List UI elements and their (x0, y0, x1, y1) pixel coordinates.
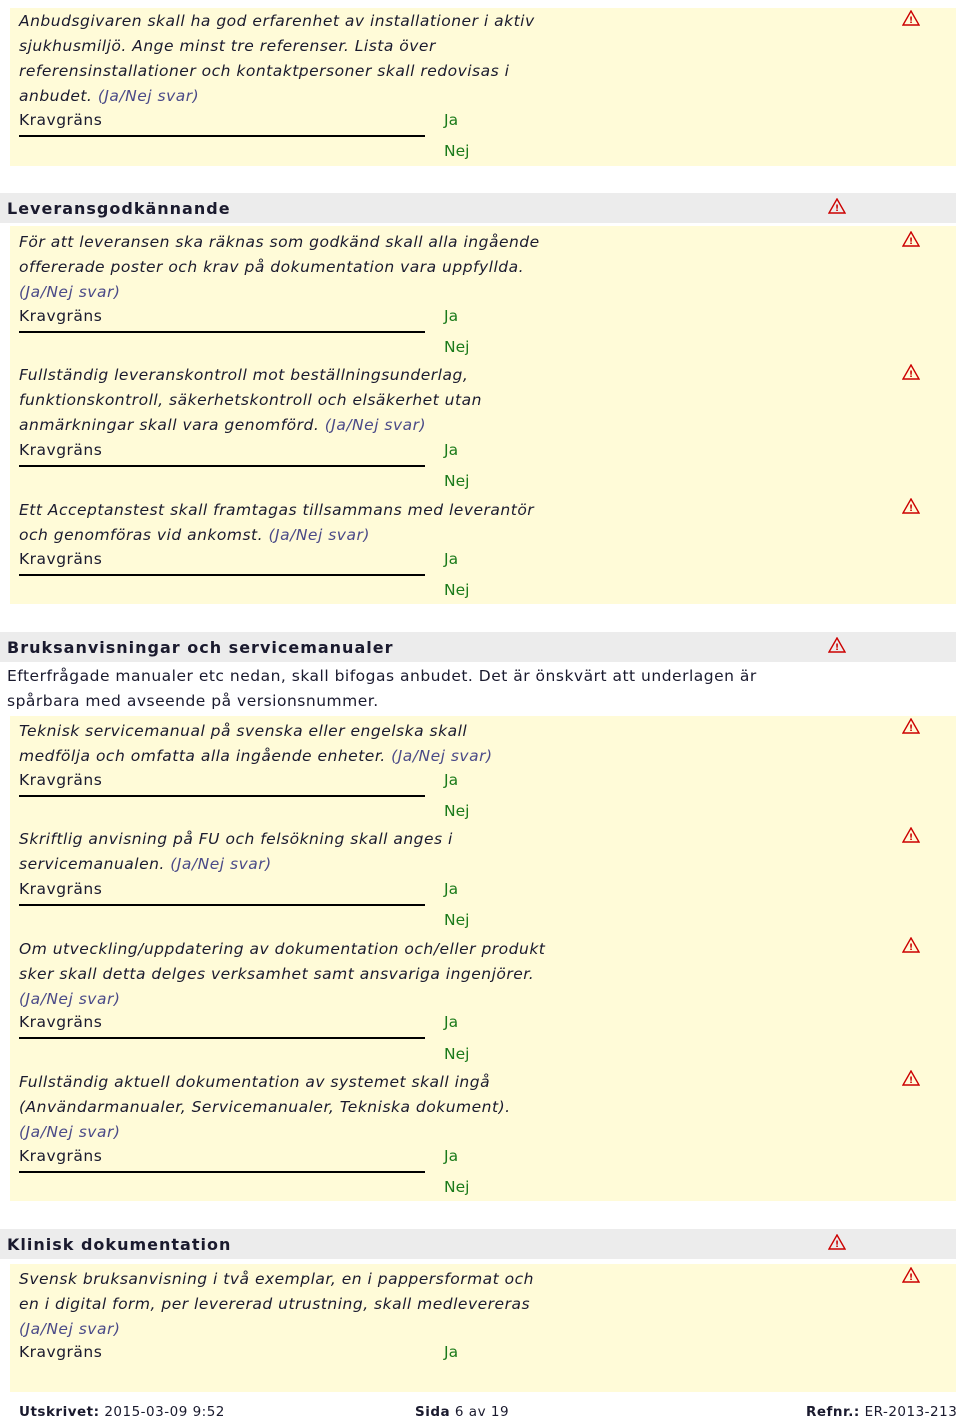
svg-text:!: ! (908, 943, 914, 953)
section-title: Bruksanvisningar och servicemanualer (7, 638, 394, 657)
kravgrans-label: Kravgräns (19, 880, 103, 898)
kravgrans-label: Kravgräns (19, 1147, 103, 1165)
warning-icon (902, 364, 920, 380)
answer-line (19, 465, 425, 467)
footer-printed: Utskrivet: 2015-03-09 9:52 (19, 1404, 225, 1420)
option-ja[interactable]: Ja (444, 111, 459, 129)
option-ja[interactable]: Ja (444, 880, 459, 898)
svg-text:!: ! (908, 504, 914, 514)
kravgrans-label: Kravgräns (19, 550, 103, 568)
option-ja[interactable]: Ja (444, 1343, 459, 1361)
warning-icon (828, 1234, 846, 1250)
warning-icon (902, 231, 920, 247)
answer-line (19, 904, 425, 906)
option-ja[interactable]: Ja (444, 1147, 459, 1165)
svg-text:!: ! (834, 643, 840, 653)
option-nej[interactable]: Nej (444, 142, 470, 160)
warning-icon (902, 1070, 920, 1086)
option-nej[interactable]: Nej (444, 581, 470, 599)
requirement-text: Teknisk servicemanual på svenska eller engelska skall medfölja och omfatta alla ingående enheter. (Ja/Nej svar) (19, 722, 493, 765)
answer-line (19, 795, 425, 797)
answer-line (19, 574, 425, 576)
svg-text:!: ! (908, 237, 914, 247)
kravgrans-label: Kravgräns (19, 441, 103, 459)
requirement-text: Om utveckling/uppdatering av dokumentation och/eller produkt sker skall detta delges verksamhet samt ansvariga ingenjörer. (Ja/Nej svar) (19, 940, 546, 1008)
warning-icon (902, 718, 920, 734)
requirement-text: Svensk bruksanvisning i två exemplar, en i pappersformat och en i digital form, per levererad utrustning, skall medlevereras (Ja/Nej svar) (19, 1270, 534, 1338)
option-ja[interactable]: Ja (444, 441, 459, 459)
warning-icon (902, 498, 920, 514)
option-nej[interactable]: Nej (444, 1178, 470, 1196)
section-title: Klinisk dokumentation (7, 1235, 232, 1254)
svg-text:!: ! (908, 16, 914, 26)
requirement-text: Anbudsgivaren skall ha god erfarenhet av installationer i aktiv sjukhusmiljö. Ange minst tre referenser. Lista över referensinstallationer och kontaktpersoner skall redovisas i anbudet. (Ja/Nej svar) (19, 12, 535, 105)
footer-page: Sida 6 av 19 (415, 1404, 510, 1420)
svg-text:!: ! (908, 1273, 914, 1283)
section-title: Leveransgodkännande (7, 199, 231, 218)
answer-line (19, 331, 425, 333)
kravgrans-label: Kravgräns (19, 1343, 103, 1361)
svg-text:!: ! (908, 1076, 914, 1086)
option-ja[interactable]: Ja (444, 1013, 459, 1031)
option-nej[interactable]: Nej (444, 472, 470, 490)
option-ja[interactable]: Ja (444, 550, 459, 568)
warning-icon (828, 198, 846, 214)
requirement-text: Skriftlig anvisning på FU och felsökning skall anges i servicemanualen. (Ja/Nej svar) (19, 830, 453, 873)
warning-icon (902, 10, 920, 26)
warning-icon (902, 827, 920, 843)
svg-text:!: ! (834, 1240, 840, 1250)
svg-text:!: ! (908, 833, 914, 843)
section-header (0, 632, 956, 662)
option-ja[interactable]: Ja (444, 771, 459, 789)
svg-text:!: ! (908, 370, 914, 380)
answer-line (19, 135, 425, 137)
warning-icon (902, 937, 920, 953)
kravgrans-label: Kravgräns (19, 307, 103, 325)
requirement-text: Fullständig leveranskontroll mot beställningsunderlag, funktionskontroll, säkerhetskontroll och elsäkerhet utan anmärkningar skall vara genomförd. (Ja/Nej svar) (19, 366, 482, 434)
kravgrans-label: Kravgräns (19, 771, 103, 789)
svg-text:!: ! (908, 724, 914, 734)
option-nej[interactable]: Nej (444, 911, 470, 929)
option-ja[interactable]: Ja (444, 307, 459, 325)
requirement-text: Ett Acceptanstest skall framtagas tillsammans med leverantör och genomföras vid ankomst. (Ja/Nej svar) (19, 501, 535, 544)
footer-reference: Refnr.: ER-2013-213 (806, 1404, 958, 1420)
warning-icon (828, 637, 846, 653)
answer-line (19, 1171, 425, 1173)
option-nej[interactable]: Nej (444, 802, 470, 820)
section-intro: Efterfrågade manualer etc nedan, skall bifogas anbudet. Det är önskvärt att underlagen är spårbara med avseende på versionsnummer. (7, 667, 757, 710)
section-header (0, 1229, 956, 1259)
option-nej[interactable]: Nej (444, 338, 470, 356)
requirement-text: För att leveransen ska räknas som godkänd skall alla ingående offererade poster och krav på dokumentation vara uppfyllda. (Ja/Nej svar) (19, 233, 540, 301)
option-nej[interactable]: Nej (444, 1045, 470, 1063)
kravgrans-label: Kravgräns (19, 111, 103, 129)
requirement-text: Fullständig aktuell dokumentation av systemet skall ingå (Användarmanualer, Servicemanualer, Tekniska dokument). (Ja/Nej svar) (19, 1073, 511, 1141)
kravgrans-label: Kravgräns (19, 1013, 103, 1031)
answer-line (19, 1037, 425, 1039)
svg-text:!: ! (834, 204, 840, 214)
warning-icon (902, 1267, 920, 1283)
section-header (0, 193, 956, 223)
